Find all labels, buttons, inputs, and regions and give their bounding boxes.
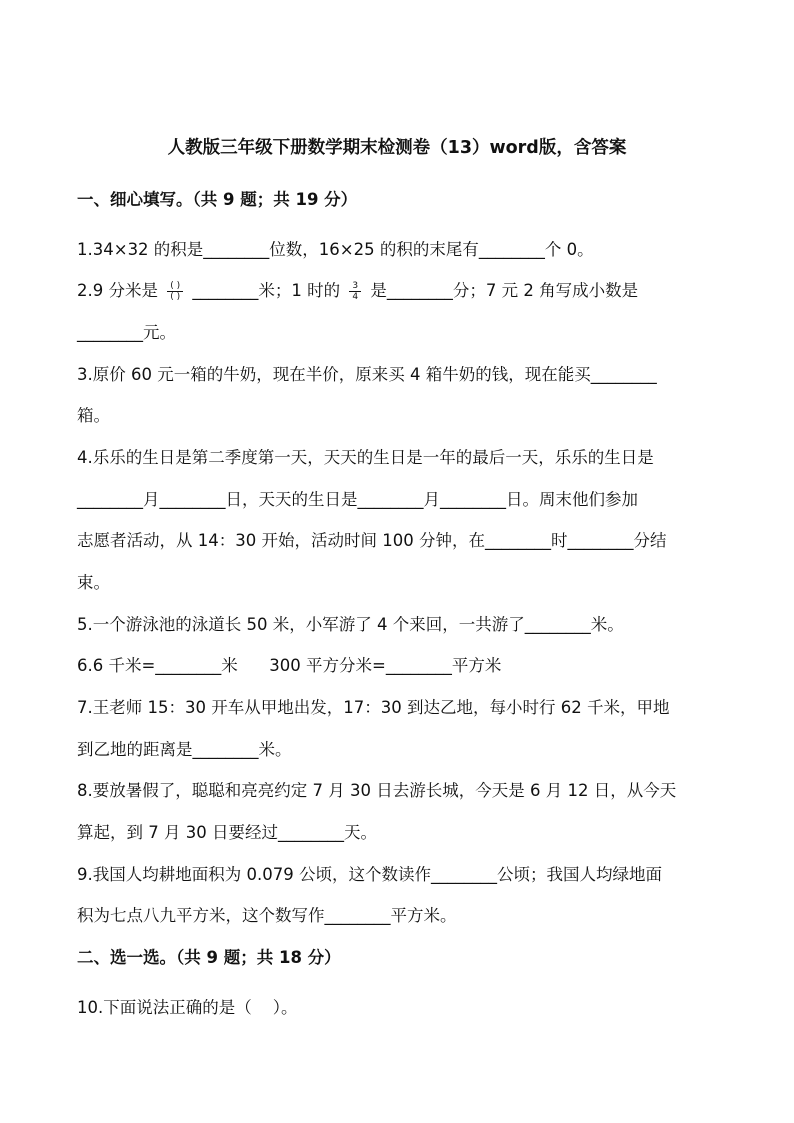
question-4-line-4: 束。	[77, 573, 110, 592]
question-7-line-2: 到乙地的距离是________米。	[77, 740, 292, 759]
question-4-line-2: ________月________日，天天的生日是________月________日。周末他们参加	[77, 490, 638, 509]
fraction-numerator: ( )	[167, 281, 183, 292]
question-1: 1.34×32 的积是________位数，16×25 的积的末尾有________个 0。	[77, 240, 594, 259]
fraction-numerator: 3	[349, 281, 361, 292]
question-3-line-2: 箱。	[77, 406, 110, 425]
question-2	[77, 277, 638, 302]
document-title: 人教版三年级下册数学期末检测卷（13）word版，含答案	[167, 138, 627, 158]
question-9-line-2: 积为七点八九平方米，这个数写作________平方米。	[77, 906, 457, 925]
question-3-line-1: 3.原价 60 元一箱的牛奶，现在半价，原来买 4 箱牛奶的钱，现在能买________	[77, 365, 657, 384]
fraction-denominator: ( )	[170, 292, 181, 302]
question-2-line-2: ________元。	[77, 323, 176, 342]
fraction-denominator: 4	[352, 292, 359, 302]
question-9-line-1: 9.我国人均耕地面积为 0.079 公顷，这个数读作________公顷；我国人均绿地面	[77, 865, 662, 884]
section-heading-multiple-choice: 二、选一选。（共 9 题；共 18 分）	[77, 948, 341, 967]
question-2-text-c: 是________分；7 元 2 角写成小数是	[370, 281, 639, 300]
question-7-line-1: 7.王老师 15：30 开车从甲地出发，17：30 到达乙地，每小时行 62 千米，甲地	[77, 698, 670, 717]
question-4-line-3: 志愿者活动，从 14：30 开始，活动时间 100 分钟，在________时________分结	[77, 531, 667, 550]
blank-fraction	[167, 281, 183, 302]
question-2-text-a: 2.9 分米是	[77, 281, 158, 300]
question-4-line-1: 4.乐乐的生日是第二季度第一天，天天的生日是一年的最后一天，乐乐的生日是	[77, 448, 654, 467]
question-8-line-1: 8.要放暑假了，聪聪和亮亮约定 7 月 30 日去游长城，今天是 6 月 12 日，从今天	[77, 781, 677, 800]
question-10: 10.下面说法正确的是（ ）。	[77, 998, 298, 1017]
question-5: 5.一个游泳池的泳道长 50 米，小军游了 4 个来回，一共游了________米。	[77, 615, 624, 634]
three-quarters-fraction	[349, 281, 361, 302]
section-heading-fill-in: 一、细心填写。（共 9 题；共 19 分）	[77, 190, 358, 209]
question-2-text-b: ________米；1 时的	[192, 281, 341, 300]
question-6: 6.6 千米=________米 300 平方分米=________平方米	[77, 656, 502, 675]
question-8-line-2: 算起，到 7 月 30 日要经过________天。	[77, 823, 377, 842]
